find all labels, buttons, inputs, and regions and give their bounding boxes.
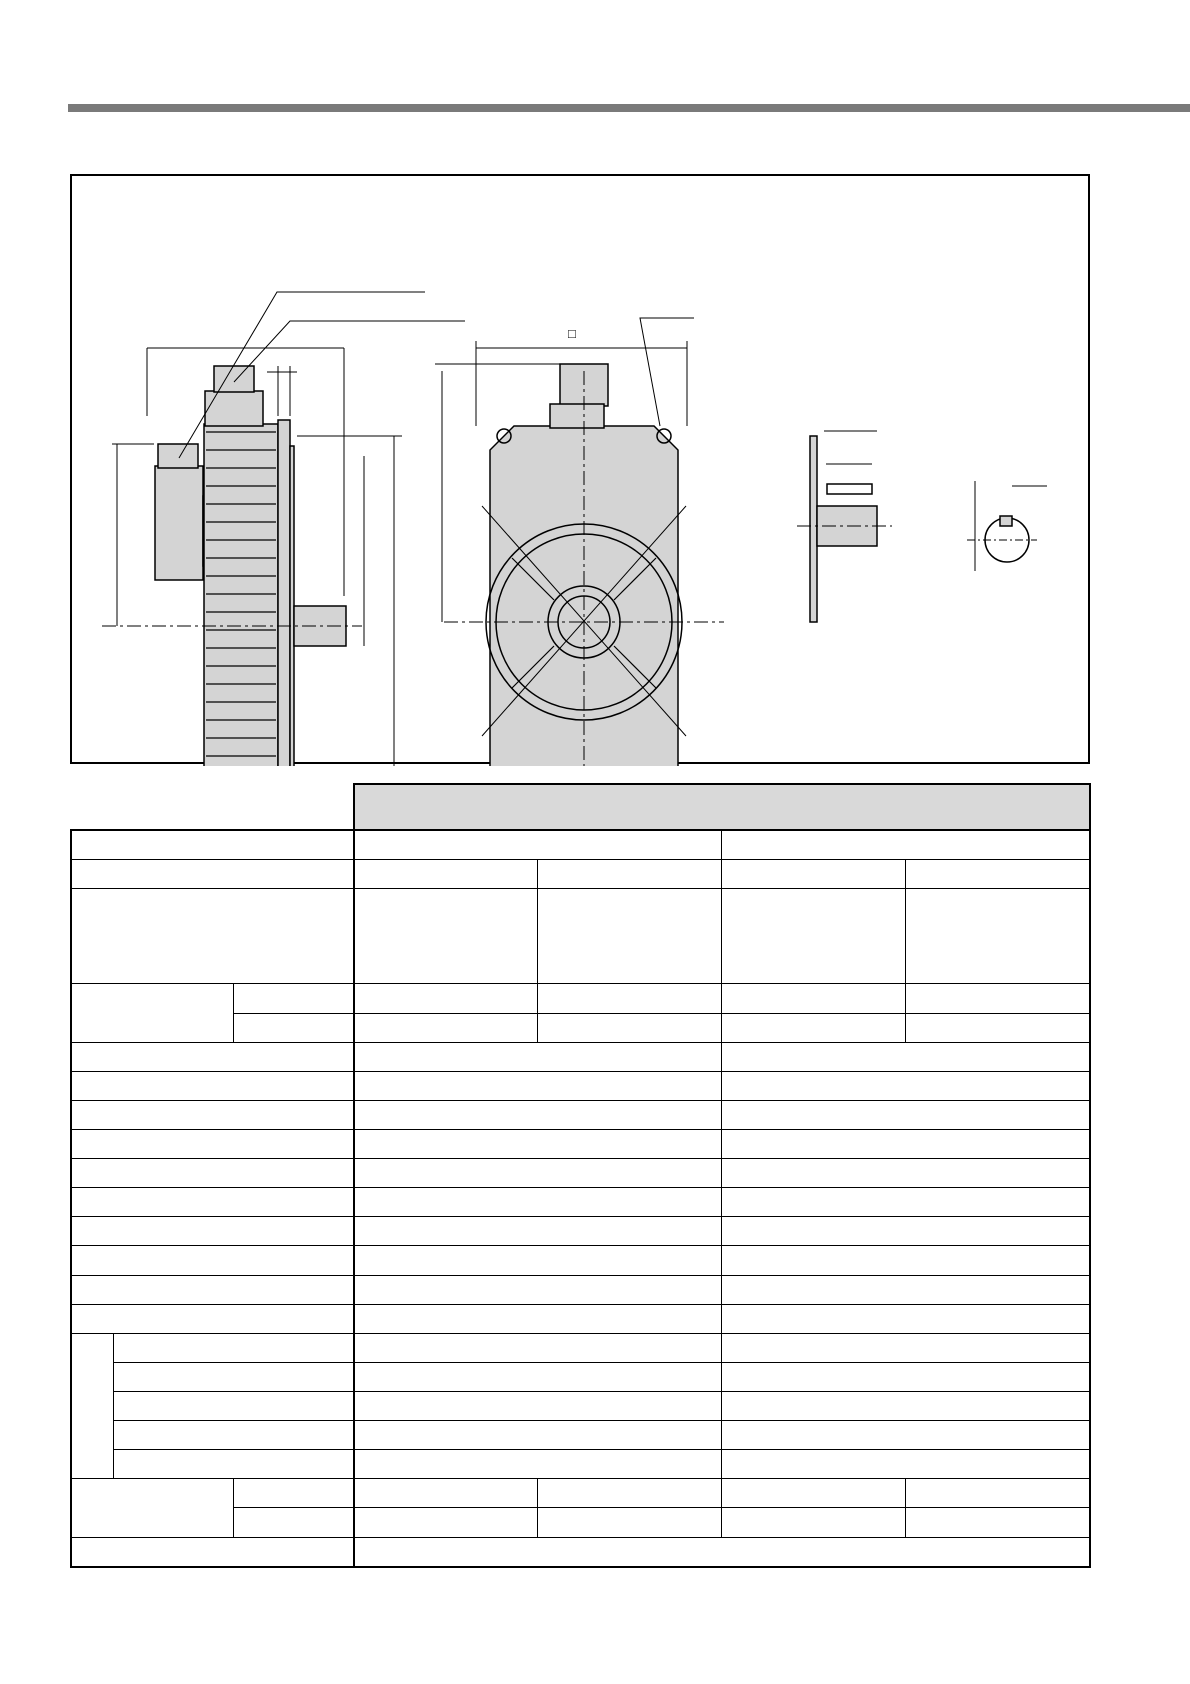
table-row xyxy=(71,1130,1090,1159)
table-row xyxy=(71,1450,1090,1479)
table-row xyxy=(71,1275,1090,1304)
table-row xyxy=(71,1392,1090,1421)
table-row xyxy=(71,1071,1090,1100)
table-row xyxy=(71,1333,1090,1362)
encoder-housing xyxy=(155,466,203,580)
table-row xyxy=(71,1042,1090,1071)
table-row xyxy=(71,1188,1090,1217)
table-row xyxy=(71,1362,1090,1391)
table-row xyxy=(71,1304,1090,1333)
spec-table-header xyxy=(353,783,1091,831)
spec-table xyxy=(70,829,1091,1568)
table-row xyxy=(71,1246,1090,1275)
flange xyxy=(278,420,290,766)
motor-body xyxy=(204,424,278,766)
square-symbol: □ xyxy=(568,326,576,341)
encoder-connector xyxy=(158,444,198,468)
table-row xyxy=(71,1159,1090,1188)
table-row xyxy=(71,1421,1090,1450)
table-row xyxy=(71,889,1090,984)
table-row xyxy=(71,860,1090,889)
table-row xyxy=(71,1100,1090,1129)
header-rule xyxy=(68,104,1190,112)
table-row xyxy=(71,830,1090,860)
shaft-detail xyxy=(797,431,892,622)
dimension-drawing-frame xyxy=(70,174,1090,764)
side-view xyxy=(102,292,465,766)
front-view xyxy=(435,318,724,766)
table-row xyxy=(71,1479,1090,1508)
shaft-section xyxy=(967,481,1047,571)
motor-dimension-drawing xyxy=(72,176,1092,766)
power-connector xyxy=(205,391,263,426)
table-row xyxy=(71,984,1090,1013)
table-row xyxy=(71,1537,1090,1567)
table-row xyxy=(71,1217,1090,1246)
